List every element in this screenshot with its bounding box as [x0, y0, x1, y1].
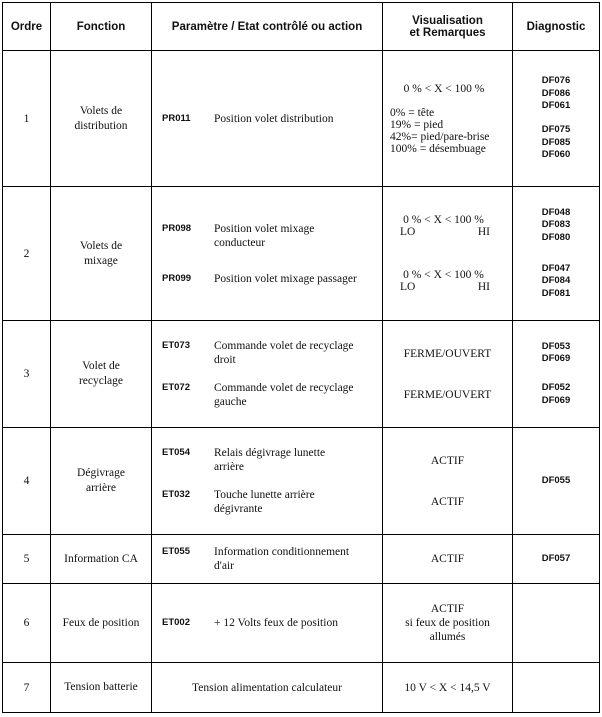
diag-code: DF085 — [541, 136, 571, 148]
diag-code: DF069 — [541, 394, 571, 406]
param-entry — [152, 616, 382, 630]
diag-code: DF055 — [541, 474, 571, 486]
lo-label: LO — [400, 281, 416, 293]
param-label — [214, 545, 374, 573]
ordre-cell: 4 — [3, 428, 51, 535]
param-label-line: Touche lunette arrière — [214, 489, 315, 501]
param-code: ET073 — [162, 340, 190, 351]
param-entry — [152, 222, 382, 250]
visu-cell — [383, 535, 513, 584]
lo-hi-line — [383, 226, 512, 238]
diag-code: DF060 — [541, 149, 571, 161]
visu-status: ACTIF — [430, 495, 465, 508]
diag-code: DF075 — [541, 124, 571, 135]
diagnostic-table — [2, 2, 600, 713]
fonction-line: arrière — [86, 482, 116, 494]
param-label — [214, 222, 374, 250]
ordre-cell: 6 — [3, 584, 51, 663]
diag-code: DF061 — [541, 100, 571, 112]
visu-status: ACTIF — [430, 553, 465, 565]
visu-cell — [383, 663, 513, 713]
param-code: PR011 — [162, 112, 191, 124]
param-entry — [152, 339, 382, 367]
ordre-cell: 5 — [3, 535, 51, 584]
diag-code: DF048 — [541, 206, 571, 218]
fonction-line: distribution — [74, 119, 128, 132]
param-label — [214, 339, 374, 367]
header-parametre: Paramètre / Etat contrôlé ou action — [152, 3, 383, 51]
diag-cell — [513, 428, 600, 535]
param-label: + 12 Volts feux de position — [214, 617, 338, 629]
diag-code: DF083 — [541, 219, 571, 231]
param-cell — [152, 51, 383, 187]
diag-cell — [513, 51, 600, 187]
diag-code: DF076 — [541, 75, 571, 87]
param-cell — [152, 321, 383, 428]
visu-cell — [383, 428, 513, 535]
param-label-line: Relais dégivrage lunette — [214, 447, 326, 459]
visu-range: 0 % < X < 100 % — [403, 214, 484, 226]
fonction-line: Volets de — [79, 239, 123, 252]
param-label-line: Information conditionnement — [214, 546, 350, 558]
fonction-line: recyclage — [78, 375, 124, 387]
fonction-cell: Feux de position — [51, 584, 152, 663]
param-entry — [152, 381, 382, 409]
table-row — [3, 663, 600, 713]
diag-code: DF069 — [541, 353, 571, 365]
header-fonction: Fonction — [51, 3, 152, 51]
param-label-line: Commande volet de recyclage — [214, 340, 354, 352]
diag-cell — [513, 535, 600, 584]
header-ordre: Ordre — [3, 3, 51, 51]
header-row — [3, 3, 600, 51]
ordre-cell: 2 — [3, 187, 51, 321]
visu-range: 0 % < X < 100 % — [403, 269, 484, 281]
visu-status: ACTIF — [430, 454, 465, 467]
param-label-line: conducteur — [214, 236, 266, 249]
fonction-line: Volets de — [79, 104, 123, 117]
visu-range: 0 % < X < 100 % — [403, 82, 485, 95]
table-row — [3, 187, 600, 321]
visu-note: 100% = désembuage — [390, 142, 486, 155]
param-label-line: Position volet mixage — [214, 222, 315, 235]
diag-code: DF053 — [541, 340, 571, 352]
table-row — [3, 535, 600, 584]
param-label — [214, 488, 374, 516]
param-entry — [152, 488, 382, 516]
visu-cell — [383, 187, 513, 321]
param-code: PR098 — [162, 222, 192, 234]
param-cell — [152, 428, 383, 535]
param-label-line: arrière — [214, 461, 244, 473]
param-label-line: d'air — [214, 560, 234, 572]
param-label — [214, 381, 374, 409]
param-cell: Tension alimentation calculateur — [152, 663, 383, 713]
fonction-line: Dégivrage — [77, 467, 125, 479]
diag-code: DF086 — [541, 87, 571, 99]
visu-cell — [383, 51, 513, 187]
param-label-line: gauche — [214, 396, 247, 408]
param-code: ET072 — [162, 382, 190, 393]
visu-status: FERME/OUVERT — [403, 347, 492, 360]
diag-code: DF080 — [541, 231, 571, 243]
param-entry — [152, 272, 382, 286]
header-diagnostic: Diagnostic — [513, 3, 600, 51]
header-visualisation — [383, 3, 513, 51]
param-label-line: droit — [214, 354, 236, 366]
visu-note: si feux de position — [405, 617, 490, 629]
fonction-cell: Information CA — [51, 535, 152, 584]
param-label: Position volet distribution — [214, 112, 334, 125]
param-cell — [152, 584, 383, 663]
param-code: ET054 — [162, 447, 190, 458]
param-entry — [152, 446, 382, 474]
table-row — [3, 51, 600, 187]
fonction-cell — [51, 321, 152, 428]
visu-note: allumés — [429, 631, 466, 643]
visu-note: 19% = pied — [390, 118, 444, 131]
visu-cell — [383, 321, 513, 428]
fonction-line: mixage — [84, 254, 118, 267]
visu-cell — [383, 584, 513, 663]
lo-label: LO — [400, 226, 416, 238]
diag-code: DF047 — [541, 262, 571, 274]
diag-cell — [513, 584, 600, 663]
header-visualisation-line2: et Remarques — [409, 26, 486, 39]
param-code: ET002 — [162, 617, 190, 628]
fonction-line: Volet de — [82, 360, 120, 372]
param-label-line: Commande volet de recyclage — [214, 382, 354, 394]
ordre-cell: 3 — [3, 321, 51, 428]
param-entry — [152, 545, 382, 573]
visu-note: 42%= pied/pare-brise — [390, 130, 490, 143]
param-cell — [152, 535, 383, 584]
diag-code: DF057 — [541, 552, 571, 564]
header-visualisation-line1: Visualisation — [412, 14, 483, 27]
param-label: Position volet mixage passager — [214, 272, 357, 285]
table-row — [3, 428, 600, 535]
visu-note: 0% = tête — [390, 106, 435, 119]
diag-cell — [513, 663, 600, 713]
param-code: ET032 — [162, 489, 190, 500]
fonction-cell — [51, 187, 152, 321]
diag-code: DF081 — [541, 287, 571, 299]
visu-status: FERME/OUVERT — [403, 388, 492, 401]
visu-range: 10 V < X < 14,5 V — [404, 681, 491, 694]
hi-label: HI — [477, 226, 490, 238]
param-entry — [152, 112, 382, 126]
diag-cell — [513, 321, 600, 428]
param-code: PR099 — [162, 272, 192, 284]
hi-label: HI — [477, 281, 490, 293]
param-code: ET055 — [162, 546, 190, 557]
param-label — [214, 446, 374, 474]
fonction-cell — [51, 51, 152, 187]
param-label-line: dégivrante — [214, 503, 263, 515]
fonction-cell — [51, 428, 152, 535]
diag-cell — [513, 187, 600, 321]
fonction-cell: Tension batterie — [51, 663, 152, 713]
ordre-cell: 7 — [3, 663, 51, 713]
param-cell — [152, 187, 383, 321]
diag-code: DF084 — [541, 275, 571, 287]
visu-status: ACTIF — [430, 603, 465, 615]
lo-hi-line — [383, 281, 512, 293]
diag-code: DF052 — [541, 382, 571, 393]
table-row — [3, 321, 600, 428]
ordre-cell: 1 — [3, 51, 51, 187]
table-row — [3, 584, 600, 663]
